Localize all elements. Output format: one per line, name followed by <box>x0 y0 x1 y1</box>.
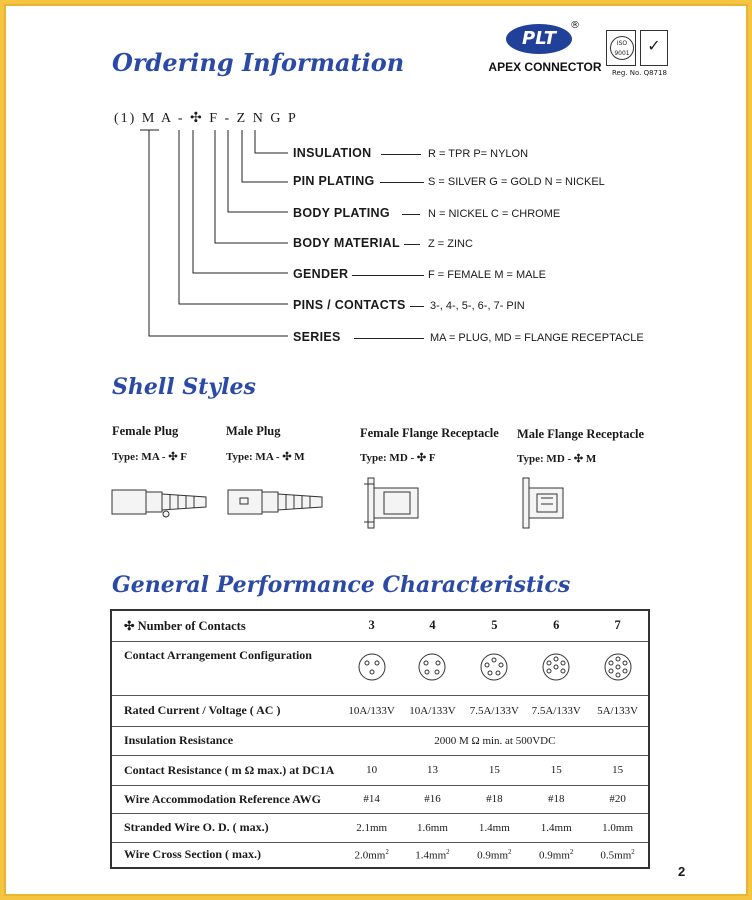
cell-value: 10A/133V <box>342 695 402 726</box>
cell-value: 10A/133V <box>402 695 464 726</box>
pin-5-diagram <box>463 641 525 695</box>
cell-value: 5A/133V <box>587 695 649 726</box>
table-row <box>111 842 649 868</box>
insulation-value: R = TPR P= NYLON <box>428 148 529 160</box>
row-label: Rated Current / Voltage ( AC ) <box>111 695 342 726</box>
cell-value: 7.5A/133V <box>463 695 525 726</box>
cell-value: 1.0mm <box>587 813 649 842</box>
table-row <box>111 641 649 695</box>
contact-count: 4 <box>429 618 436 633</box>
registration-number: Reg. No. Q8718 <box>612 69 667 77</box>
series-label: SERIES <box>293 330 341 344</box>
pins-contacts-value: 3-, 4-, 5-, 6-, 7- PIN <box>430 300 525 312</box>
cell-value: #18 <box>463 785 525 813</box>
body-material-label: BODY MATERIAL <box>293 236 400 250</box>
pin-7-diagram <box>587 641 649 695</box>
table-header-row <box>111 610 649 641</box>
company-name: APEX CONNECTOR <box>488 60 602 74</box>
female-plug-drawing <box>110 484 210 524</box>
female-plug-name: Female Plug <box>112 424 179 438</box>
ordering-connector-lines <box>6 6 750 366</box>
cell-value: 1.4mm <box>463 813 525 842</box>
gender-value: F = FEMALE M = MALE <box>428 269 546 281</box>
cell-value: 15 <box>587 755 649 785</box>
cell-value: $0.9mm^2$ <box>463 842 525 868</box>
cell-value: 15 <box>525 755 587 785</box>
ordering-code: (1) M A - ✣ F - Z N G P <box>114 111 298 126</box>
registered-mark: ® <box>570 20 580 31</box>
pin-plating-label: PIN PLATING <box>293 174 375 188</box>
page-number: 2 <box>678 864 686 879</box>
table-row <box>111 726 649 755</box>
cell-value: 2000 M Ω min. at 500VDC <box>342 726 649 755</box>
cell-value: #16 <box>402 785 464 813</box>
check-icon: ✓ <box>640 30 668 66</box>
cell-value: $1.4mm^2$ <box>402 842 464 868</box>
row-label: Contact Resistance ( m Ω max.) at DC1A <box>111 755 342 785</box>
row-label: Wire Cross Section ( max.) <box>111 842 342 868</box>
female-flange-type: Type: MD - ✣ F <box>360 452 436 464</box>
pin-plating-value: S = SILVER G = GOLD N = NICKEL <box>428 176 605 188</box>
iso-seal: ISO 9001 <box>610 36 634 60</box>
male-flange-type: Type: MD - ✣ M <box>517 453 597 465</box>
arrangement-label: Contact Arrangement Configuration <box>111 641 342 695</box>
pin-6-diagram <box>525 641 587 695</box>
male-plug-type: Type: MA - ✣ M <box>226 451 305 463</box>
cell-value: 10 <box>342 755 402 785</box>
series-value: MA = PLUG, MD = FLANGE RECEPTACLE <box>430 332 644 344</box>
contact-count: 6 <box>553 618 560 633</box>
shell-styles-title: Shell Styles <box>112 374 256 400</box>
gender-label: GENDER <box>293 267 349 281</box>
body-material-value: Z = ZINC <box>428 238 473 250</box>
row-label: Insulation Resistance <box>111 726 342 755</box>
table-row <box>111 785 649 813</box>
performance-title: General Performance Characteristics <box>112 572 571 598</box>
cell-value: #20 <box>587 785 649 813</box>
pin-3-diagram <box>342 641 402 695</box>
cell-value: 15 <box>463 755 525 785</box>
cell-value: 7.5A/133V <box>525 695 587 726</box>
cell-value: $2.0mm^2$ <box>342 842 402 868</box>
contact-count: 3 <box>368 618 375 633</box>
table-row <box>111 813 649 842</box>
plt-logo: PLT <box>506 24 572 54</box>
performance-table <box>110 609 650 869</box>
row-label: Stranded Wire O. D. ( max.) <box>111 813 342 842</box>
contact-count: 5 <box>491 618 498 633</box>
cell-value: 2.1mm <box>342 813 402 842</box>
cell-value: 13 <box>402 755 464 785</box>
cell-value: 1.6mm <box>402 813 464 842</box>
cell-value: $0.5mm^2$ <box>587 842 649 868</box>
female-plug-type: Type: MA - ✣ F <box>112 451 188 463</box>
table-row <box>111 695 649 726</box>
male-plug-name: Male Plug <box>226 424 281 438</box>
pin-4-diagram <box>402 641 464 695</box>
ordering-title: Ordering Information <box>112 48 405 77</box>
row-label: Wire Accommodation Reference AWG <box>111 785 342 813</box>
cell-value: #18 <box>525 785 587 813</box>
pins-contacts-label: PINS / CONTACTS <box>293 298 406 312</box>
male-flange-drawing <box>517 474 577 534</box>
contact-count: 7 <box>614 618 621 633</box>
male-flange-name: Male Flange Receptacle <box>517 427 645 441</box>
cell-value: $0.9mm^2$ <box>525 842 587 868</box>
insulation-label: INSULATION <box>293 146 372 160</box>
contacts-header: ✣ Number of Contacts <box>124 618 246 633</box>
male-plug-drawing <box>226 484 326 524</box>
female-flange-name: Female Flange Receptacle <box>360 426 499 440</box>
cell-value: 1.4mm <box>525 813 587 842</box>
catalog-page <box>4 4 748 896</box>
cell-value: #14 <box>342 785 402 813</box>
body-plating-label: BODY PLATING <box>293 206 390 220</box>
female-flange-drawing <box>360 474 430 534</box>
table-row <box>111 755 649 785</box>
body-plating-value: N = NICKEL C = CHROME <box>428 208 561 220</box>
